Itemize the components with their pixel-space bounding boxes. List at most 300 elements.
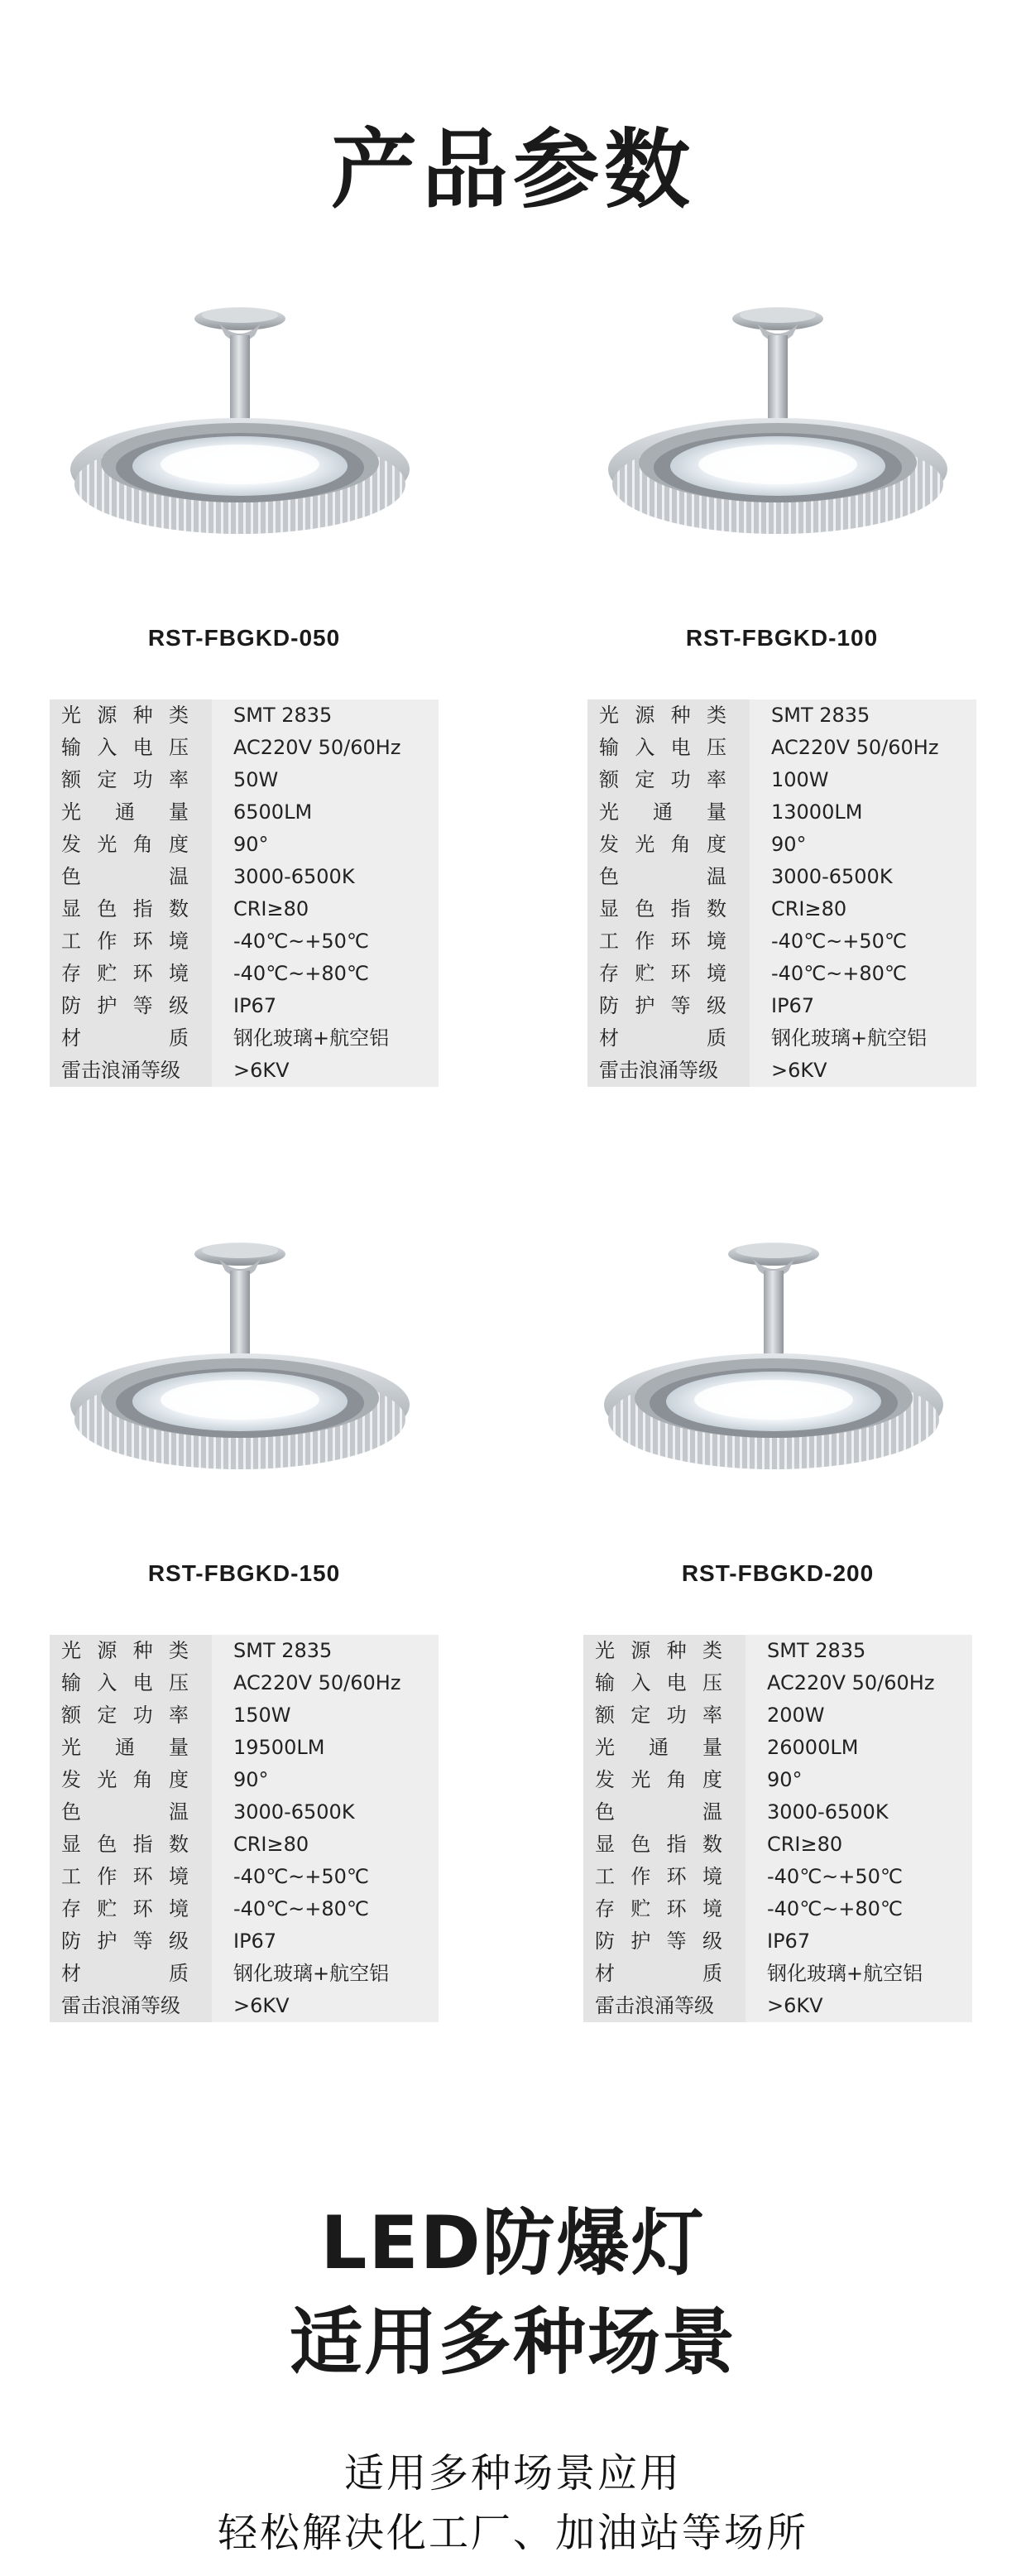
spec-key-char: 类 [168, 704, 189, 727]
spec-row [50, 1893, 439, 1925]
spec-key [587, 796, 750, 829]
spec-value: CRI≥80 [750, 893, 976, 925]
explosion-proof-lamp-image [50, 1229, 439, 1527]
spec-key-char: 显 [599, 897, 619, 920]
spec-value: AC220V 50/60Hz [212, 1667, 439, 1699]
spec-key-char: 质 [169, 1026, 189, 1050]
spec-value: SMT 2835 [750, 699, 976, 732]
spec-key-char: 指 [132, 1833, 153, 1856]
spec-value: AC220V 50/60Hz [212, 732, 439, 764]
spec-key-char: 色 [61, 865, 81, 888]
spec-row [50, 1829, 439, 1861]
spec-key-char: 质 [169, 1962, 189, 1985]
spec-key-char: 工 [61, 930, 81, 953]
spec-value: 3000-6500K [212, 861, 439, 893]
spec-key-char: 度 [706, 833, 726, 856]
spec-key-char: 防 [599, 994, 619, 1017]
spec-key-char: 电 [132, 1671, 153, 1694]
spec-value: CRI≥80 [746, 1829, 972, 1861]
spec-key-char: 环 [132, 1865, 153, 1888]
spec-key-char: 源 [635, 704, 655, 727]
spec-value: 50W [212, 764, 439, 796]
spec-value: 钢化玻璃+航空铝 [746, 1958, 972, 1990]
spec-key-char: 输 [61, 1671, 81, 1694]
spec-key-char: 数 [706, 897, 726, 920]
spec-key-char: 功 [132, 1704, 153, 1727]
spec-key-char: 定 [97, 1704, 117, 1727]
spec-value: -40℃~+50℃ [746, 1861, 972, 1893]
spec-key-char: 通 [653, 800, 673, 824]
spec-key-char: 护 [630, 1930, 651, 1953]
spec-key-char: 角 [132, 1768, 153, 1791]
spec-row [50, 990, 439, 1022]
spec-key-char: 存 [595, 1897, 615, 1920]
spec-key-char: 入 [635, 736, 655, 759]
spec-key-char: 防 [595, 1930, 615, 1953]
spec-key [50, 1764, 212, 1796]
spec-key-char: 定 [97, 768, 117, 791]
spec-key-char: 色 [61, 1800, 81, 1824]
spec-key [587, 861, 750, 893]
spec-key-char: 境 [168, 1897, 189, 1920]
spec-key-char: 显 [595, 1833, 615, 1856]
spec-row [587, 990, 976, 1022]
spec-value: 90° [746, 1764, 972, 1796]
spec-row [50, 699, 439, 732]
spec-row [583, 1796, 972, 1829]
spec-key-char: 定 [630, 1704, 651, 1727]
spec-key: 雷击浪涌等级 [50, 1055, 212, 1087]
spec-key-char: 量 [169, 1736, 189, 1759]
spec-key [583, 1958, 746, 1990]
spec-key-char: 显 [61, 1833, 81, 1856]
spec-key-char: 发 [61, 833, 81, 856]
spec-value: -40℃~+80℃ [750, 958, 976, 990]
spec-value: 13000LM [750, 796, 976, 829]
spec-key-char: 工 [599, 930, 619, 953]
spec-key [583, 1732, 746, 1764]
spec-key: 雷击浪涌等级 [583, 1990, 746, 2022]
spec-row [50, 1958, 439, 1990]
spec-key [587, 990, 750, 1022]
spec-key [50, 958, 212, 990]
spec-key-char: 存 [61, 1897, 81, 1920]
spec-row [587, 1022, 976, 1055]
spec-value: IP67 [746, 1925, 972, 1958]
spec-key-char: 工 [61, 1865, 81, 1888]
spec-key [587, 958, 750, 990]
spec-value: AC220V 50/60Hz [746, 1667, 972, 1699]
spec-row [50, 893, 439, 925]
spec-value: 100W [750, 764, 976, 796]
spec-table [587, 699, 976, 1087]
spec-key [50, 1925, 212, 1958]
spec-key [50, 732, 212, 764]
spec-key-char: 贮 [97, 1897, 117, 1920]
spec-value: 90° [750, 829, 976, 861]
spec-row [50, 1861, 439, 1893]
spec-key-char: 光 [61, 800, 81, 824]
spec-key-char: 角 [666, 1768, 687, 1791]
spec-key-char: 压 [168, 1671, 189, 1694]
spec-key [587, 893, 750, 925]
spec-key-char: 材 [61, 1026, 81, 1050]
spec-key [50, 925, 212, 958]
spec-key-char: 入 [97, 1671, 117, 1694]
spec-row [50, 1667, 439, 1699]
spec-key-char: 数 [702, 1833, 722, 1856]
spec-row [50, 958, 439, 990]
spec-row [583, 1925, 972, 1958]
spec-key [50, 1667, 212, 1699]
spec-key-char: 温 [702, 1800, 722, 1824]
spec-key [587, 764, 750, 796]
spec-row [587, 764, 976, 796]
spec-value: SMT 2835 [746, 1635, 972, 1667]
spec-row [583, 1990, 972, 2022]
spec-row [583, 1829, 972, 1861]
spec-value: 钢化玻璃+航空铝 [212, 1958, 439, 1990]
spec-key-char: 光 [630, 1768, 651, 1791]
spec-key-char: 色 [97, 1833, 117, 1856]
spec-key [583, 1667, 746, 1699]
spec-value: >6KV [212, 1990, 439, 2022]
spec-value: 钢化玻璃+航空铝 [750, 1022, 976, 1055]
spec-row [50, 1055, 439, 1087]
spec-key-char: 源 [630, 1639, 651, 1662]
spec-key-char: 存 [61, 962, 81, 985]
spec-key-char: 材 [595, 1962, 615, 1985]
subline-line-2: 轻松解决化工厂、加油站等场所 [217, 2510, 808, 2556]
spec-key-char: 境 [168, 930, 189, 953]
explosion-proof-lamp-image [587, 294, 976, 592]
explosion-proof-lamp-image [583, 1229, 972, 1527]
spec-key [587, 925, 750, 958]
spec-row [583, 1699, 972, 1732]
spec-key-char: 光 [599, 800, 619, 824]
spec-row [50, 732, 439, 764]
spec-key [587, 732, 750, 764]
spec-key-char: 度 [168, 833, 189, 856]
spec-key-char: 境 [702, 1865, 722, 1888]
spec-row [583, 1958, 972, 1990]
spec-key-char: 电 [666, 1671, 687, 1694]
spec-key-char: 额 [595, 1704, 615, 1727]
spec-value: >6KV [212, 1055, 439, 1087]
spec-key-char: 通 [115, 1736, 135, 1759]
spec-row [583, 1764, 972, 1796]
spec-key-char: 类 [702, 1639, 722, 1662]
page-title: 产品参数 [330, 119, 695, 220]
spec-row [50, 796, 439, 829]
spec-key [587, 1022, 750, 1055]
spec-row [50, 1699, 439, 1732]
spec-key [50, 1796, 212, 1829]
spec-key-char: 环 [132, 930, 153, 953]
spec-value: AC220V 50/60Hz [750, 732, 976, 764]
spec-key [50, 1635, 212, 1667]
spec-key: 雷击浪涌等级 [50, 1990, 212, 2022]
spec-key-char: 等 [132, 994, 153, 1017]
spec-value: -40℃~+50℃ [750, 925, 976, 958]
spec-key-char: 材 [61, 1962, 81, 1985]
spec-row [50, 925, 439, 958]
spec-key-char: 数 [168, 897, 189, 920]
spec-key-char: 质 [707, 1026, 726, 1050]
spec-key [583, 1925, 746, 1958]
spec-row [50, 1764, 439, 1796]
spec-key-char: 量 [169, 800, 189, 824]
spec-key-char: 功 [666, 1704, 687, 1727]
spec-row [583, 1893, 972, 1925]
spec-key-char: 环 [132, 962, 153, 985]
spec-key [50, 1699, 212, 1732]
spec-value: -40℃~+50℃ [212, 1861, 439, 1893]
spec-key-char: 度 [702, 1768, 722, 1791]
spec-value: 90° [212, 829, 439, 861]
spec-key-char: 种 [132, 1639, 153, 1662]
spec-key-char: 温 [707, 865, 726, 888]
spec-value: CRI≥80 [212, 1829, 439, 1861]
spec-row [587, 699, 976, 732]
spec-key-char: 输 [595, 1671, 615, 1694]
spec-key-char: 贮 [630, 1897, 651, 1920]
spec-key-char: 光 [61, 704, 81, 727]
model-label: RST-FBGKD-200 [681, 1560, 875, 1586]
spec-key-char: 温 [169, 1800, 189, 1824]
spec-key-char: 境 [706, 930, 726, 953]
spec-row [587, 1055, 976, 1087]
spec-row [50, 764, 439, 796]
spec-value: -40℃~+80℃ [746, 1893, 972, 1925]
spec-key-char: 类 [706, 704, 726, 727]
spec-key [583, 1829, 746, 1861]
spec-row [50, 1925, 439, 1958]
spec-key-char: 光 [595, 1639, 615, 1662]
spec-key-char: 压 [706, 736, 726, 759]
spec-row [587, 958, 976, 990]
spec-key-char: 温 [169, 865, 189, 888]
spec-key-char: 光 [599, 704, 619, 727]
headline-line-1: LED防爆灯 [320, 2200, 706, 2285]
spec-key-char: 光 [97, 833, 117, 856]
spec-row [587, 893, 976, 925]
spec-key-char: 环 [666, 1897, 687, 1920]
spec-row [587, 829, 976, 861]
spec-key-char: 电 [132, 736, 153, 759]
spec-value: 钢化玻璃+航空铝 [212, 1022, 439, 1055]
spec-key-char: 功 [670, 768, 691, 791]
spec-key-char: 额 [61, 768, 81, 791]
spec-key-char: 源 [97, 704, 117, 727]
spec-key-char: 环 [132, 1897, 153, 1920]
spec-table [583, 1635, 972, 2022]
spec-key [50, 893, 212, 925]
spec-value: 3000-6500K [750, 861, 976, 893]
spec-row [583, 1732, 972, 1764]
spec-key-char: 量 [702, 1736, 722, 1759]
spec-value: 26000LM [746, 1732, 972, 1764]
spec-key-char: 额 [599, 768, 619, 791]
spec-key [583, 1893, 746, 1925]
spec-key-char: 入 [630, 1671, 651, 1694]
spec-value: -40℃~+80℃ [212, 1893, 439, 1925]
spec-key-char: 源 [97, 1639, 117, 1662]
spec-value: 150W [212, 1699, 439, 1732]
spec-key-char: 指 [670, 897, 691, 920]
spec-key-char: 光 [61, 1639, 81, 1662]
spec-key-char: 作 [97, 1865, 117, 1888]
spec-key-char: 显 [61, 897, 81, 920]
spec-key-char: 环 [670, 962, 691, 985]
spec-key-char: 等 [670, 994, 691, 1017]
spec-row [587, 732, 976, 764]
spec-key [50, 990, 212, 1022]
spec-key-char: 贮 [97, 962, 117, 985]
spec-value: 3000-6500K [746, 1796, 972, 1829]
spec-key-char: 光 [97, 1768, 117, 1791]
spec-key-char: 级 [702, 1930, 722, 1953]
spec-key-char: 贮 [635, 962, 655, 985]
spec-key-char: 率 [702, 1704, 722, 1727]
spec-key-char: 数 [168, 1833, 189, 1856]
spec-key-char: 色 [97, 897, 117, 920]
spec-key-char: 色 [635, 897, 655, 920]
spec-key-char: 输 [599, 736, 619, 759]
spec-key [587, 699, 750, 732]
spec-key-char: 率 [168, 768, 189, 791]
spec-key [587, 829, 750, 861]
spec-key [50, 1829, 212, 1861]
spec-key-char: 材 [599, 1026, 619, 1050]
spec-value: -40℃~+80℃ [212, 958, 439, 990]
spec-key-char: 境 [706, 962, 726, 985]
spec-key-char: 发 [595, 1768, 615, 1791]
spec-key [50, 699, 212, 732]
spec-key-char: 功 [132, 768, 153, 791]
spec-key-char: 光 [635, 833, 655, 856]
spec-key-char: 护 [97, 1930, 117, 1953]
spec-key-char: 光 [61, 1736, 81, 1759]
spec-row [587, 796, 976, 829]
spec-key [583, 1764, 746, 1796]
spec-key-char: 工 [595, 1865, 615, 1888]
spec-key-char: 作 [635, 930, 655, 953]
spec-key [50, 1022, 212, 1055]
spec-key-char: 质 [702, 1962, 722, 1985]
spec-key-char: 防 [61, 1930, 81, 1953]
spec-key-char: 种 [132, 704, 153, 727]
spec-key-char: 色 [595, 1800, 615, 1824]
spec-key-char: 通 [649, 1736, 669, 1759]
spec-key-char: 境 [168, 962, 189, 985]
spec-key-char: 色 [630, 1833, 651, 1856]
spec-key-char: 作 [630, 1865, 651, 1888]
model-label: RST-FBGKD-100 [685, 625, 879, 651]
spec-key-char: 级 [706, 994, 726, 1017]
spec-value: 19500LM [212, 1732, 439, 1764]
spec-key [50, 1958, 212, 1990]
explosion-proof-lamp-image [50, 294, 439, 592]
spec-row [587, 925, 976, 958]
spec-row [583, 1667, 972, 1699]
spec-key [50, 1893, 212, 1925]
spec-value: 6500LM [212, 796, 439, 829]
spec-key-char: 量 [707, 800, 726, 824]
spec-key [583, 1796, 746, 1829]
spec-key [50, 1861, 212, 1893]
spec-key-char: 压 [168, 736, 189, 759]
spec-row [583, 1861, 972, 1893]
spec-key [583, 1861, 746, 1893]
spec-row [50, 829, 439, 861]
spec-key-char: 色 [599, 865, 619, 888]
spec-value: 3000-6500K [212, 1796, 439, 1829]
spec-key-char: 角 [132, 833, 153, 856]
spec-value: >6KV [750, 1055, 976, 1087]
spec-key-char: 等 [666, 1930, 687, 1953]
spec-key-char: 率 [706, 768, 726, 791]
spec-value: 90° [212, 1764, 439, 1796]
spec-key-char: 率 [168, 1704, 189, 1727]
spec-key-char: 种 [666, 1639, 687, 1662]
spec-value: SMT 2835 [212, 699, 439, 732]
spec-key-char: 级 [168, 1930, 189, 1953]
spec-key-char: 等 [132, 1930, 153, 1953]
spec-row [50, 1796, 439, 1829]
spec-key-char: 环 [666, 1865, 687, 1888]
spec-key-char: 角 [670, 833, 691, 856]
spec-key: 雷击浪涌等级 [587, 1055, 750, 1087]
spec-key-char: 发 [599, 833, 619, 856]
spec-row [50, 1635, 439, 1667]
spec-key [50, 861, 212, 893]
subline-line-1: 适用多种场景应用 [343, 2450, 682, 2497]
spec-key-char: 定 [635, 768, 655, 791]
spec-value: >6KV [746, 1990, 972, 2022]
spec-row [583, 1635, 972, 1667]
spec-key-char: 护 [635, 994, 655, 1017]
spec-key-char: 境 [702, 1897, 722, 1920]
spec-value: CRI≥80 [212, 893, 439, 925]
headline-line-2: 适用多种场景 [289, 2300, 736, 2385]
spec-key-char: 输 [61, 736, 81, 759]
spec-table [50, 1635, 439, 2022]
spec-key-char: 电 [670, 736, 691, 759]
spec-value: IP67 [750, 990, 976, 1022]
spec-key-char: 通 [115, 800, 135, 824]
model-label: RST-FBGKD-150 [147, 1560, 341, 1586]
spec-key-char: 级 [168, 994, 189, 1017]
spec-key-char: 环 [670, 930, 691, 953]
spec-key-char: 光 [595, 1736, 615, 1759]
spec-row [50, 861, 439, 893]
spec-key [50, 1732, 212, 1764]
spec-value: -40℃~+50℃ [212, 925, 439, 958]
spec-key [50, 764, 212, 796]
spec-value: IP67 [212, 990, 439, 1022]
spec-row [50, 1732, 439, 1764]
spec-key-char: 种 [670, 704, 691, 727]
spec-row [587, 861, 976, 893]
spec-key-char: 防 [61, 994, 81, 1017]
spec-key [583, 1699, 746, 1732]
spec-key [50, 829, 212, 861]
spec-table [50, 699, 439, 1087]
spec-row [50, 1990, 439, 2022]
spec-key-char: 压 [702, 1671, 722, 1694]
spec-key-char: 护 [97, 994, 117, 1017]
